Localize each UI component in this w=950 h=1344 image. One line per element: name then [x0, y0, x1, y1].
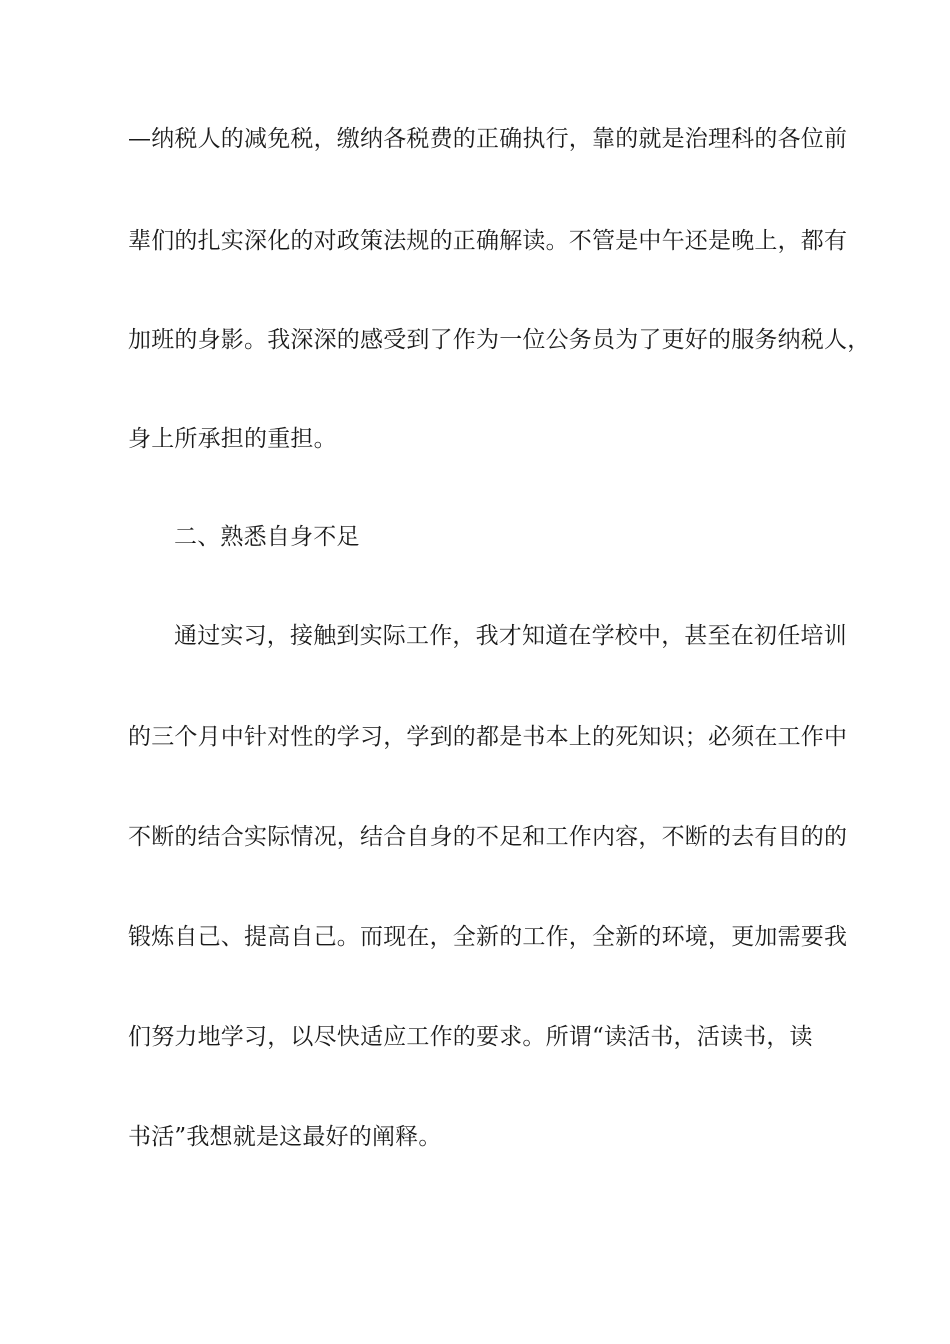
paragraph-line: 锻炼自己、提高自己。而现在，全新的工作，全新的环境，更加需要我: [128, 924, 848, 950]
paragraph-line: —纳税人的减免税，缴纳各税费的正确执行，靠的就是治理科的各位前: [128, 126, 848, 152]
paragraph-line: 辈们的扎实深化的对政策法规的正确解读。不管是中午还是晚上，都有: [128, 228, 848, 254]
paragraph-line: 通过实习，接触到实际工作，我才知道在学校中，甚至在初任培训: [174, 623, 847, 649]
paragraph-line: 加班的身影。我深深的感受到了作为一位公务员为了更好的服务纳税人，: [128, 327, 871, 353]
paragraph-line: 不断的结合实际情况，结合自身的不足和工作内容，不断的去有目的的: [128, 824, 848, 850]
paragraph-line: 们努力地学习，以尽快适应工作的要求。所谓“读活书，活读书，读: [128, 1024, 813, 1050]
paragraph-line: 身上所承担的重担。: [128, 426, 337, 452]
section-heading: 二、熟悉自身不足: [174, 524, 360, 550]
paragraph-line: 书活”我想就是这最好的阐释。: [128, 1124, 442, 1150]
paragraph-line: 的三个月中针对性的学习，学到的都是书本上的死知识；必须在工作中: [128, 724, 848, 750]
